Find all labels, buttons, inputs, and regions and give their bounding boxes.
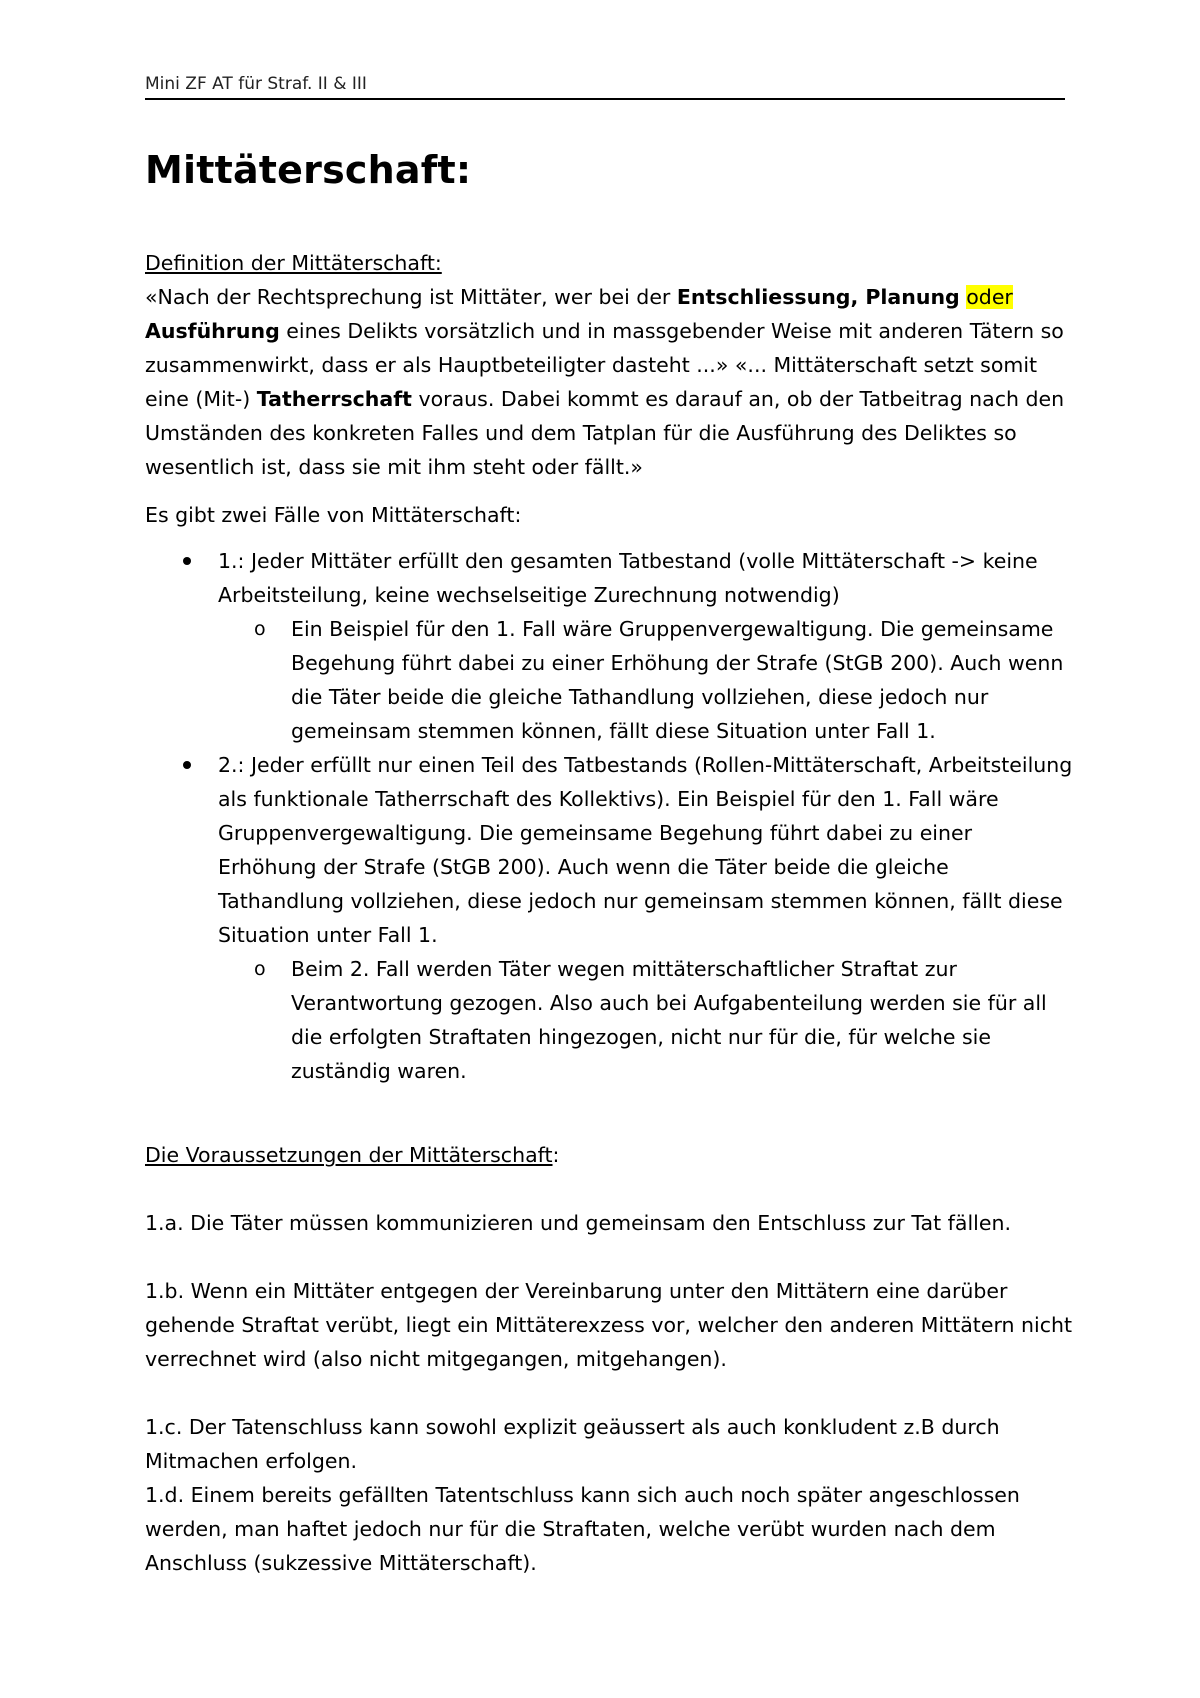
definition-heading: Definition der Mittäterschaft: <box>145 251 442 275</box>
circle-bullet-icon: o <box>254 618 266 640</box>
sub-list <box>218 612 1075 748</box>
document-body <box>145 246 1075 1580</box>
requirement-d: 1.d. Einem bereits gefällten Tatentschluss kann sich auch noch später angeschlossen werden, man haftet jedoch nur für die Straftaten, welche verübt wurden nach dem Anschluss (sukzessive Mittäterschaft). <box>145 1483 1020 1575</box>
definition-paragraph <box>145 280 1075 484</box>
cases-list <box>145 544 1075 1088</box>
cases-intro: Es gibt zwei Fälle von Mittäterschaft: <box>145 503 522 527</box>
case-1-text: 1.: Jeder Mittäter erfüllt den gesamten Tatbestand (volle Mittäterschaft -> keine Arbeitsteilung, keine wechselseitige Zurechnung notwendig) <box>218 549 1038 607</box>
list-item <box>145 748 1075 1088</box>
bullet-icon <box>183 557 191 565</box>
requirements-heading <box>145 1138 1075 1172</box>
definition-bold-1: Entschliessung, Planung <box>676 285 960 309</box>
definition-bold-3: Tatherrschaft <box>256 387 412 411</box>
requirement-b: 1.b. Wenn ein Mittäter entgegen der Vereinbarung unter den Mittätern eine darüber gehende Straftat verübt, liegt ein Mittäterexzess vor, welcher den anderen Mittätern nicht verrechnet wird (also nicht mitgegangen, mitgehangen). <box>145 1279 1073 1371</box>
page-header: Mini ZF AT für Straf. II & III <box>145 74 1065 100</box>
definition-text-3: voraus. Dabei kommt es darauf an, ob der Tatbeitrag nach den Umständen des konkreten Falles und dem Tatplan für die Ausführung des Deliktes so wesentlich ist, dass sie mit ihm steht oder fällt.» <box>145 387 1065 479</box>
case-1-sub-text: Ein Beispiel für den 1. Fall wäre Gruppenvergewaltigung. Die gemeinsame Begehung führt dabei zu einer Erhöhung der Strafe (StGB 200). Auch wenn die Täter beide die gleiche Tathandlung vollziehen, diese jedoch nur gemeinsam stemmen können, fällt diese Situation unter Fall 1. <box>291 617 1064 743</box>
case-2-sub-text: Beim 2. Fall werden Täter wegen mittäterschaftlicher Straftat zur Verantwortung gezogen. Also auch bei Aufgabenteilung werden sie für all die erfolgten Straftaten hingezogen, nicht nur für die, für welche sie zuständig waren. <box>291 957 1047 1083</box>
list-item <box>218 612 1075 748</box>
page-title: Mittäterschaft: <box>145 148 472 192</box>
requirement-a: 1.a. Die Täter müssen kommunizieren und gemeinsam den Entschluss zur Tat fällen. <box>145 1211 1011 1235</box>
sub-list <box>218 952 1075 1088</box>
definition-text-1: «Nach der Rechtsprechung ist Mittäter, wer bei der <box>145 285 677 309</box>
case-2-text: 2.: Jeder erfüllt nur einen Teil des Tatbestands (Rollen-Mittäterschaft, Arbeitsteilung als funktionale Tatherrschaft des Kollektivs). Ein Beispiel für den 1. Fall wäre Gruppenvergewaltigung. Die gemeinsame Begehung führt dabei zu einer Erhöhung der Strafe (StGB 200). Auch wenn die Täter beide die gleiche Tathandlung vollziehen, diese jedoch nur gemeinsam stemmen können, fällt diese Situation unter Fall 1. <box>218 753 1073 947</box>
requirements-heading-text: Die Voraussetzungen der Mittäterschaft <box>145 1143 553 1167</box>
list-item <box>218 952 1075 1088</box>
circle-bullet-icon: o <box>254 958 266 980</box>
highlighted-word: oder <box>966 285 1013 309</box>
definition-text-2: eines Delikts vorsätzlich und in massgebender Weise mit anderen Tätern so zusammenwirkt, dass er als Hauptbeteiligter dasteht ...» «... Mittäterschaft setzt somit eine (Mit-) <box>145 319 1064 411</box>
requirement-c: 1.c. Der Tatenschluss kann sowohl explizit geäussert als auch konkludent z.B durch Mitmachen erfolgen. <box>145 1415 1000 1473</box>
requirements-heading-colon: : <box>552 1143 560 1167</box>
definition-bold-2: Ausführung <box>145 319 280 343</box>
list-item <box>145 544 1075 748</box>
bullet-icon <box>183 761 191 769</box>
